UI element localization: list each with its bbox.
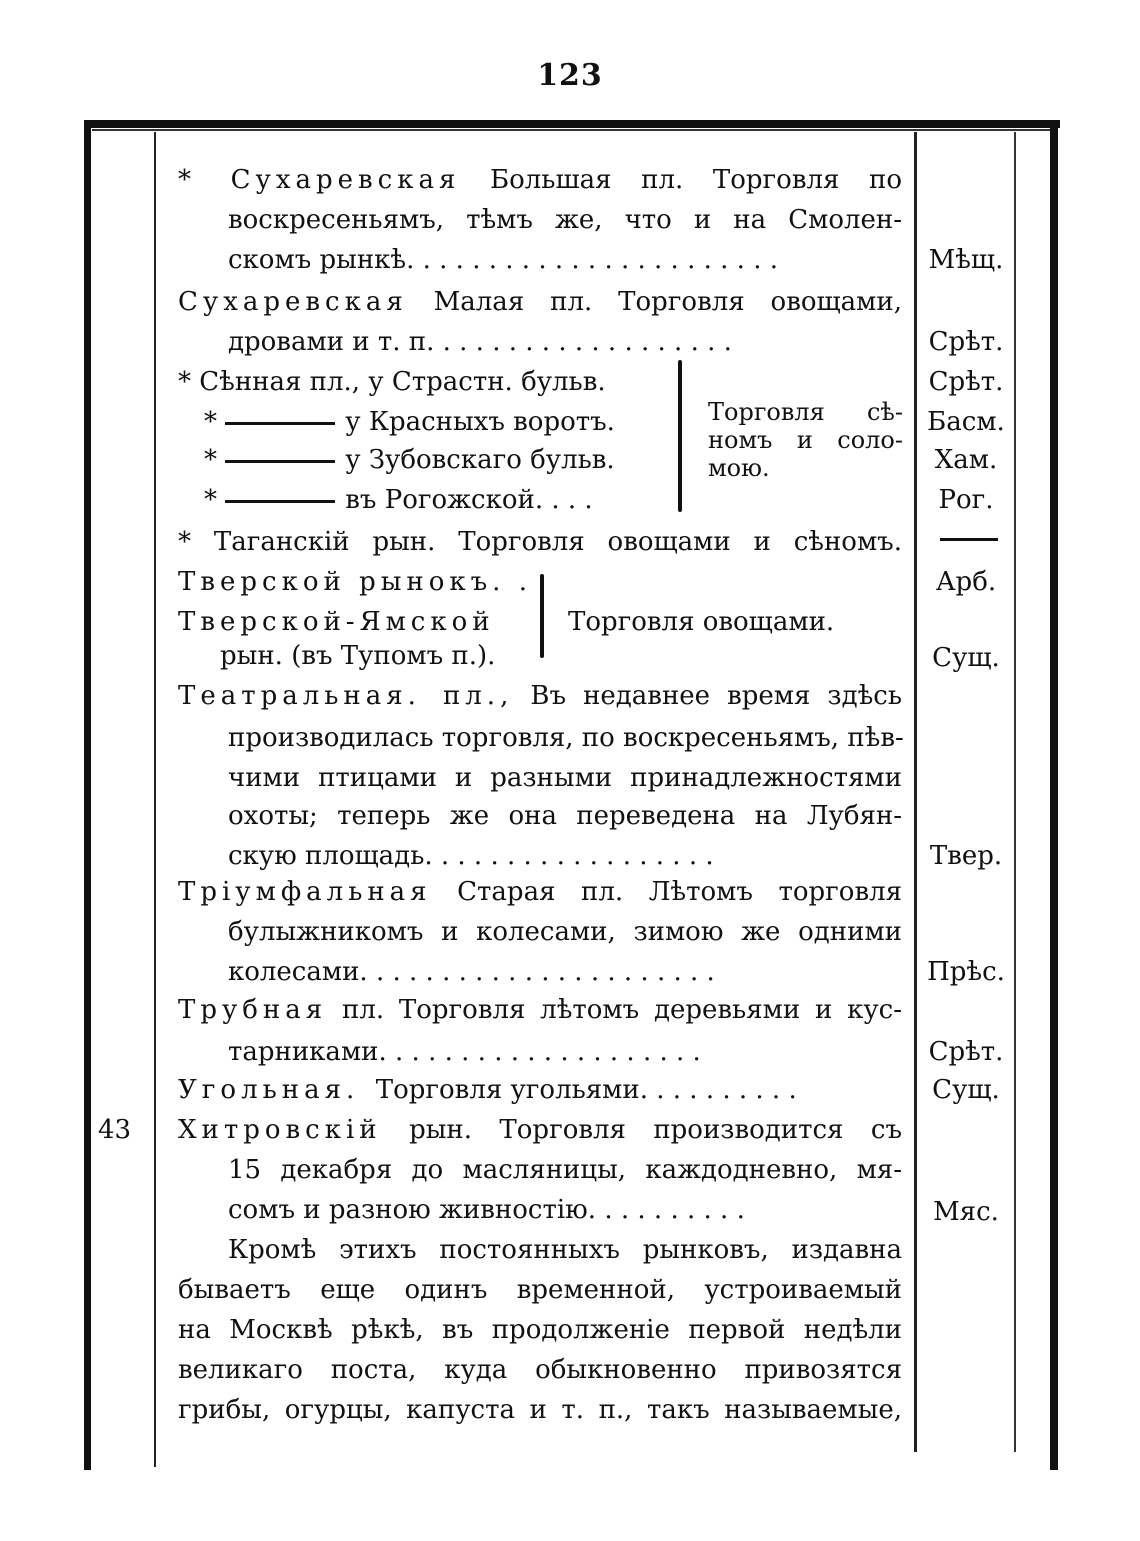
ditto-dash	[225, 460, 335, 463]
entry-line: Театральная. пл., Въ недавнее время здѣсь	[178, 681, 902, 711]
ditto-dash	[225, 422, 335, 425]
brace	[678, 360, 682, 512]
brace-note: Торговля сѣ- номъ и соло- мою.	[708, 398, 903, 482]
frame-left-rule	[84, 120, 91, 1470]
district-label: Рог.	[938, 485, 994, 515]
column-divider-district	[914, 132, 917, 1452]
entry-line: колесами. . . . . . . . . . . . . . . . . . . . . .	[228, 957, 715, 987]
entry-line: чими птицами и разными принадлежностями	[228, 763, 902, 793]
district-label: Срѣт.	[928, 327, 1004, 357]
entry-line: производилась торговля, по воскресеньямъ, пѣв-	[228, 723, 904, 753]
district-label: Прѣс.	[927, 957, 1005, 987]
entry-line: сомъ и разною живностію. . . . . . . . . .	[228, 1195, 745, 1225]
entry-line: дровами и т. п. . . . . . . . . . . . . . . . . . .	[228, 327, 732, 357]
paragraph-line: бываетъ еще одинъ временной, устроиваемый	[178, 1275, 902, 1305]
frame-top-rule	[84, 120, 1060, 128]
district-label: Басм.	[927, 407, 1005, 437]
entry-line: Трубная пл. Торговля лѣтомъ деревьями и кус-	[178, 995, 902, 1025]
district-label: Мяс.	[933, 1197, 999, 1227]
frame-top-rule-thin	[92, 129, 1058, 131]
entry-line: Хитровскій рын. Торговля производится съ	[178, 1115, 902, 1145]
entry-line: * въ Рогожской. . . .	[204, 485, 593, 515]
column-divider-outer	[1014, 132, 1016, 1452]
entry-line: 15 декабря до масляницы, каждодневно, мя-	[228, 1155, 902, 1185]
district-label: Сущ.	[932, 1075, 1000, 1105]
district-label: Мѣщ.	[928, 245, 1004, 275]
paragraph-line: великаго поста, куда обыкновенно привозятся	[178, 1355, 902, 1385]
district-label: Твер.	[929, 841, 1003, 871]
page-number: 123	[537, 58, 603, 93]
entry-line: * у Зубовскаго бульв.	[204, 445, 615, 475]
district-label: Сущ.	[932, 643, 1000, 673]
district-dash	[940, 538, 998, 541]
paragraph-line: грибы, огурцы, капуста и т. п., такъ называемые,	[178, 1395, 902, 1425]
entry-line: Тверской-Ямской	[178, 607, 495, 637]
entry-line: тарниками. . . . . . . . . . . . . . . . . . . .	[228, 1037, 701, 1067]
paragraph-line: Кромѣ этихъ постоянныхъ рынковъ, издавна	[228, 1235, 902, 1265]
entry-line: * у Красныхъ воротъ.	[204, 407, 615, 437]
entry-line: скомъ рынкѣ. . . . . . . . . . . . . . . . . . . . . . .	[228, 245, 778, 275]
frame-right-rule	[1050, 120, 1058, 1470]
entry-line: Тверской рынокъ. .	[178, 567, 532, 597]
brace-note: Торговля овощами.	[568, 607, 835, 637]
entry-line: охоты; теперь же она переведена на Лубян-	[228, 801, 902, 831]
district-label: Срѣт.	[928, 1037, 1004, 1067]
entry-line: воскресеньямъ, тѣмъ же, что и на Смолен-	[228, 205, 902, 235]
entry-line: * Таганскій рын. Торговля овощами и сѣномъ.	[178, 527, 902, 557]
entry-line: Тріумфальная Старая пл. Лѣтомъ торговля	[178, 877, 903, 907]
entry-line: рын. (въ Тупомъ п.).	[220, 641, 496, 671]
district-label: Хам.	[934, 445, 998, 475]
district-label: Срѣт.	[928, 367, 1004, 397]
ditto-dash	[225, 500, 335, 503]
entry-line: * Сѣнная пл., у Страстн. бульв.	[178, 367, 606, 397]
entry-line: Угольная. Торговля угольями. . . . . . . . . .	[178, 1075, 797, 1105]
column-divider-number	[154, 132, 156, 1467]
district-label: Арб.	[935, 567, 997, 597]
entry-line: Сухаревская Малая пл. Торговля овощами,	[178, 287, 902, 317]
paragraph-line: на Москвѣ рѣкѣ, въ продолженіе первой недѣли	[178, 1315, 902, 1345]
entry-line: булыжникомъ и колесами, зимою же одними	[228, 917, 902, 947]
brace	[540, 574, 544, 658]
entry-line: * Сухаревская Большая пл. Торговля по	[178, 165, 902, 195]
entry-number: 43	[98, 1115, 132, 1145]
entry-line: скую площадь. . . . . . . . . . . . . . . . . .	[228, 841, 714, 871]
